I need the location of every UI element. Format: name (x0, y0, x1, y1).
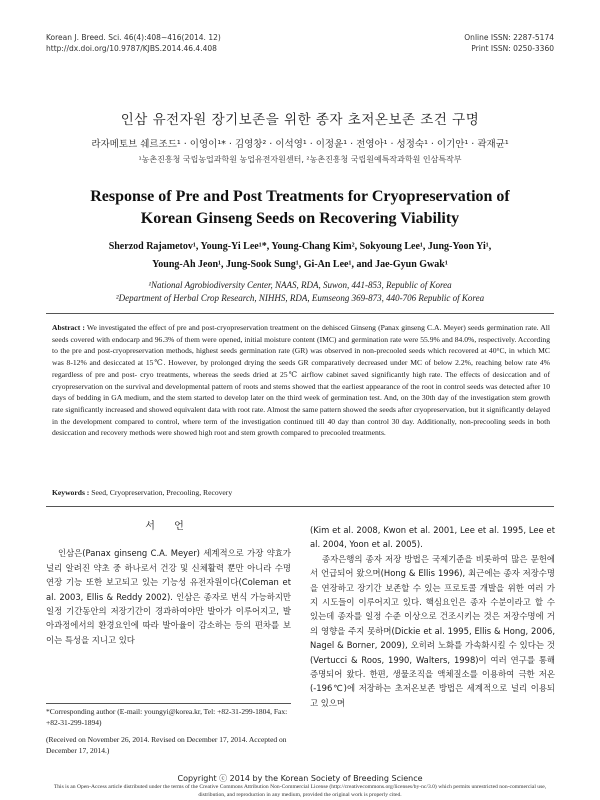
keywords-label: Keywords : (52, 488, 90, 497)
intro-paragraph-1: 인삼은(Panax ginseng C.A. Meyer) 세계적으로 가장 약효가 널리 알려진 약초 중 하나로서 건강 및 신체활력 뿐만 아니라 수명연장 기능 또한 보고되고 있는 기능성 유전자원이다(Coleman et al. 2003, Ellis & Reddy 2002). 인삼은 종자로 번식 가능하지만 일정 기간동안의 저장기간이 경과하여야만 발아가 이루어지고, 발아과정에서의 환경요인에 따라 발아율이 감소하는 등의 편차를 보이는 특성을 지니고 있다 (46, 548, 291, 645)
received-dates-note: (Received on November 26, 2014. Revised on December 17, 2014. Accepted on December 17, 2014.) (46, 735, 287, 755)
keywords (52, 488, 550, 497)
journal-citation: Korean J. Breed. Sci. 46(4):408~416(2014. 12) (46, 33, 221, 42)
english-title-line2: Korean Ginseng Seeds on Recovering Viability (140, 210, 460, 227)
section-title: 서 언 (145, 521, 192, 532)
print-issn: Print ISSN: 0250-3360 (471, 44, 554, 53)
english-affil-line2: ²Department of Herbal Crop Research, NIHHS, RDA, Eumseong 369-873, 440-706 Republic of Korea (115, 292, 485, 303)
copyright-notice: Copyright ⓒ 2014 by the Korean Society of Breeding Science (177, 774, 423, 783)
korean-authors: 라자메토브 쉐르조드¹ · 이영이¹* · 김영창² · 이석영¹ · 이정윤¹ · 전영아¹ · 성정숙¹ · 이기안¹ · 곽재균¹ (91, 139, 509, 150)
abstract-text: We investigated the effect of pre and post-cryopreservation treatment on the dehisced Ginseng (Panax ginseng C.A. Meyer) seeds germination rate. All seeds covered with endocarp and 96.3% of them were opened, initial moisture content (IMC) and germination rate were 55.9% and 84.0%, respectively. According to the pre and post-cryopreservation methods, highest seeds germination rate (GR) was observed in non-precooled seeds which recovered at 40°C, in which MC was 8-12% and desiccated at 15℃. However, by prolonged drying the seeds GR comparatively decreased under MC of below 2.2%, reaching below rate 4% regardless of pre and post- cryo treatments, whereas the seeds dried at 25℃ airflow cabinet saved significantly high rate. The effects of desiccation and of cryopreservation on the survival and developmental pattern of roots and stems showed that the earliest appearance of the root in control seeds was detected after 10 days of bedding in GA medium, and the stem started to develop later on the third week of germination test. And, on the 30th day of the investigation stem growth rate significantly increased and showed equivalent data with root rate. Almost the same pattern showed the seeds after cryopreservation, but it significantly delayed in the development compared to control, where term of the investigation continued till 40 day than control 30 day. Additionally, non-precooling seeds in both desiccation and recovery methods were showed high root and stem growth compared to precooled treatments. (52, 323, 550, 438)
english-affiliation (40, 279, 560, 304)
intro-paragraph-2: 종자은행의 종자 저장 방법은 국제기준을 비롯하여 많은 문헌에서 언급되어 왔으며(Hong & Ellis 1996), 최근에는 종자 저장수명을 연장하고 장기간 보존할 수 있는 프로토콜 개발을 위한 여러 가지 시도들이 이루어지고 있다. 핵심요인은 종자 수분이라고 할 수 있는데 종자를 일정 수준 이상으로 건조시키는 것은 저장수명에 거의 영향을 주지 못하며(Dickie et al. 1995, Ellis & Hong, 2006, Nagel & Borner, 2009), 오히려 노화를 가속화시킬 수 있다는 것(Vertucci & Roos, 1990, Walters, 1998)이 여러 연구를 통해 증명되어 왔다. 한편, 생물조직을 액체질소를 이용하여 극한 저온(-196℃)에 저장하는 초저온보존 방법은 세계적으로 널리 이용되고 있으며 (310, 553, 555, 708)
body-left-column (46, 520, 291, 647)
journal-header (46, 32, 221, 54)
body-right-column (310, 523, 555, 710)
english-authors-line2: Young-Ah Jeon¹, Jung-Sook Sung¹, Gi-An Lee¹, and Jae-Gyun Gwak¹ (152, 259, 448, 270)
corresponding-author-note: *Corresponding author (E-mail: youngyi@korea.kr, Tel: +82-31-299-1804, Fax: +82-31-299-1894) (46, 707, 288, 727)
abstract-label: Abstract : (52, 323, 85, 332)
abstract (52, 322, 550, 439)
issn-header (464, 32, 554, 54)
korean-title: 인삼 유전자원 장기보존을 위한 종자 초저온보존 조건 구명 (120, 112, 480, 128)
english-title (0, 186, 600, 230)
english-authors-line1: Sherzod Rajametov¹, Young-Yi Lee¹*, Young-Chang Kim², Sokyoung Lee¹, Jung-Yoon Yi¹, (108, 241, 492, 252)
abstract-top-rule (46, 313, 554, 314)
abstract-bottom-rule (46, 506, 554, 507)
doi-link[interactable]: http://dx.doi.org/10.9787/KJBS.2014.46.4.408 (46, 44, 217, 53)
intro-paragraph-continued: (Kim et al. 2008, Kwon et al. 2001, Lee et al. 1995, Lee et al. 2004, Yoon et al. 2005). (310, 525, 555, 550)
english-authors (40, 238, 560, 274)
keywords-text: Seed, Cryopreservation, Precooling, Recovery (91, 488, 233, 497)
korean-affiliation: ¹농촌진흥청 국립농업과학원 농업유전자원센터, ²농촌진흥청 국립원예특작과학원 인삼특작부 (138, 155, 462, 164)
footnote-rule (46, 703, 291, 704)
english-affil-line1: ¹National Agrobiodiversity Center, NAAS, RDA, Suwon, 441-853, Republic of Korea (148, 280, 452, 290)
license-notice: This is an Open-Access article distributed under the terms of the Creative Commons Attribution Non-Commercial License (http://creativecommons.org/licenses/by-nc/3.0) which permits unrestricted non-commercial use, distribution, and reproduction in any medium, provided the original work is properly cited. (53, 784, 547, 798)
english-title-line1: Response of Pre and Post Treatments for Cryopreservation of (90, 188, 510, 205)
online-issn: Online ISSN: 2287-5174 (464, 33, 554, 42)
